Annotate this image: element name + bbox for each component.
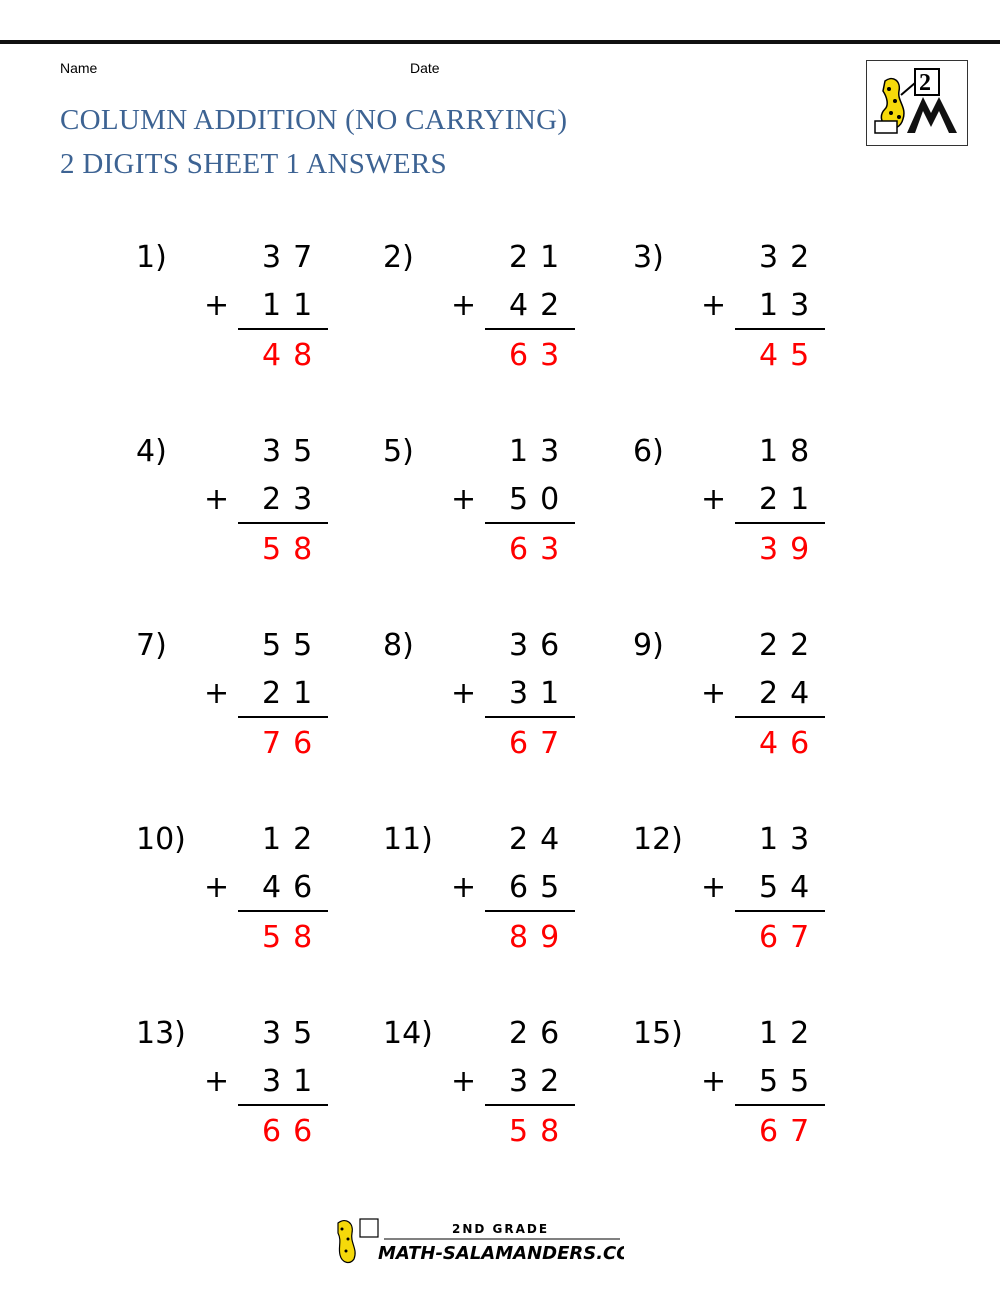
- problem-number: 4): [136, 434, 167, 469]
- name-label: Name: [60, 60, 98, 76]
- top-addend: 18: [759, 434, 822, 469]
- problem-number: 5): [383, 434, 414, 469]
- bottom-addend: 23: [262, 482, 325, 517]
- sum-line: [238, 1104, 328, 1106]
- plus-sign: +: [204, 1064, 230, 1099]
- top-addend: 12: [262, 822, 325, 857]
- top-addend: 22: [759, 628, 822, 663]
- footer-grade: 2ND GRADE: [452, 1222, 550, 1236]
- problem-2: [383, 240, 613, 400]
- answer: 63: [509, 338, 572, 373]
- top-addend: 55: [262, 628, 325, 663]
- problem-number: 10): [136, 822, 186, 857]
- problem-number: 7): [136, 628, 167, 663]
- answer: 58: [262, 920, 325, 955]
- problem-12: [633, 822, 863, 982]
- problem-number: 15): [633, 1016, 683, 1051]
- sum-line: [485, 328, 575, 330]
- sum-line: [735, 1104, 825, 1106]
- problem-15: [633, 1016, 863, 1176]
- answer: 58: [509, 1114, 572, 1149]
- sum-line: [735, 910, 825, 912]
- plus-sign: +: [701, 1064, 727, 1099]
- sum-line: [735, 522, 825, 524]
- problem-number: 6): [633, 434, 664, 469]
- sum-line: [238, 328, 328, 330]
- problem-10: [136, 822, 366, 982]
- top-addend: 24: [509, 822, 572, 857]
- problem-number: 2): [383, 240, 414, 275]
- bottom-addend: 46: [262, 870, 325, 905]
- plus-sign: +: [451, 870, 477, 905]
- problem-5: [383, 434, 613, 594]
- bottom-addend: 55: [759, 1064, 822, 1099]
- bottom-addend: 31: [509, 676, 572, 711]
- plus-sign: +: [701, 482, 727, 517]
- problem-4: [136, 434, 366, 594]
- sum-line: [485, 910, 575, 912]
- top-addend: 26: [509, 1016, 572, 1051]
- problem-3: [633, 240, 863, 400]
- bottom-addend: 54: [759, 870, 822, 905]
- problem-6: [633, 434, 863, 594]
- page-title-line2: 2 DIGITS SHEET 1 ANSWERS: [60, 148, 447, 180]
- bottom-addend: 13: [759, 288, 822, 323]
- answer: 46: [759, 726, 822, 761]
- plus-sign: +: [204, 676, 230, 711]
- bottom-addend: 24: [759, 676, 822, 711]
- sum-line: [735, 716, 825, 718]
- sum-line: [735, 328, 825, 330]
- top-addend: 13: [759, 822, 822, 857]
- svg-text:2: 2: [919, 70, 931, 96]
- bottom-addend: 21: [759, 482, 822, 517]
- answer: 89: [509, 920, 572, 955]
- problem-number: 8): [383, 628, 414, 663]
- top-addend: 32: [759, 240, 822, 275]
- sum-line: [485, 1104, 575, 1106]
- top-addend: 35: [262, 1016, 325, 1051]
- bottom-addend: 11: [262, 288, 325, 323]
- problem-number: 13): [136, 1016, 186, 1051]
- sum-line: [485, 716, 575, 718]
- footer-salamander-icon: [332, 1215, 624, 1265]
- footer-logo: [332, 1215, 624, 1265]
- problem-13: [136, 1016, 366, 1176]
- top-addend: 12: [759, 1016, 822, 1051]
- answer: 58: [262, 532, 325, 567]
- top-addend: 36: [509, 628, 572, 663]
- problem-number: 1): [136, 240, 167, 275]
- problem-number: 9): [633, 628, 664, 663]
- sum-line: [238, 522, 328, 524]
- bottom-addend: 65: [509, 870, 572, 905]
- plus-sign: +: [701, 676, 727, 711]
- answer: 67: [509, 726, 572, 761]
- problem-1: [136, 240, 366, 400]
- plus-sign: +: [451, 1064, 477, 1099]
- page-title-line1: COLUMN ADDITION (NO CARRYING): [60, 104, 568, 136]
- problem-number: 14): [383, 1016, 433, 1051]
- problem-11: [383, 822, 613, 982]
- plus-sign: +: [701, 288, 727, 323]
- footer-site: MATH-SALAMANDERS.COM: [378, 1243, 624, 1264]
- sum-line: [238, 910, 328, 912]
- bottom-addend: 21: [262, 676, 325, 711]
- problem-9: [633, 628, 863, 788]
- bottom-addend: 32: [509, 1064, 572, 1099]
- plus-sign: +: [204, 288, 230, 323]
- answer: 39: [759, 532, 822, 567]
- plus-sign: +: [451, 288, 477, 323]
- sum-line: [485, 522, 575, 524]
- answer: 67: [759, 1114, 822, 1149]
- problem-14: [383, 1016, 613, 1176]
- problem-number: 3): [633, 240, 664, 275]
- plus-sign: +: [451, 482, 477, 517]
- problem-8: [383, 628, 613, 788]
- problem-7: [136, 628, 366, 788]
- answer: 48: [262, 338, 325, 373]
- sum-line: [238, 716, 328, 718]
- plus-sign: +: [451, 676, 477, 711]
- plus-sign: +: [204, 482, 230, 517]
- plus-sign: +: [701, 870, 727, 905]
- top-addend: 35: [262, 434, 325, 469]
- answer: 45: [759, 338, 822, 373]
- bottom-addend: 50: [509, 482, 572, 517]
- answer: 63: [509, 532, 572, 567]
- plus-sign: +: [204, 870, 230, 905]
- answer: 67: [759, 920, 822, 955]
- date-label: Date: [410, 60, 440, 76]
- bottom-addend: 42: [509, 288, 572, 323]
- problem-number: 11): [383, 822, 433, 857]
- problem-number: 12): [633, 822, 683, 857]
- answer: 76: [262, 726, 325, 761]
- top-addend: 37: [262, 240, 325, 275]
- bottom-addend: 31: [262, 1064, 325, 1099]
- top-addend: 21: [509, 240, 572, 275]
- top-addend: 13: [509, 434, 572, 469]
- answer: 66: [262, 1114, 325, 1149]
